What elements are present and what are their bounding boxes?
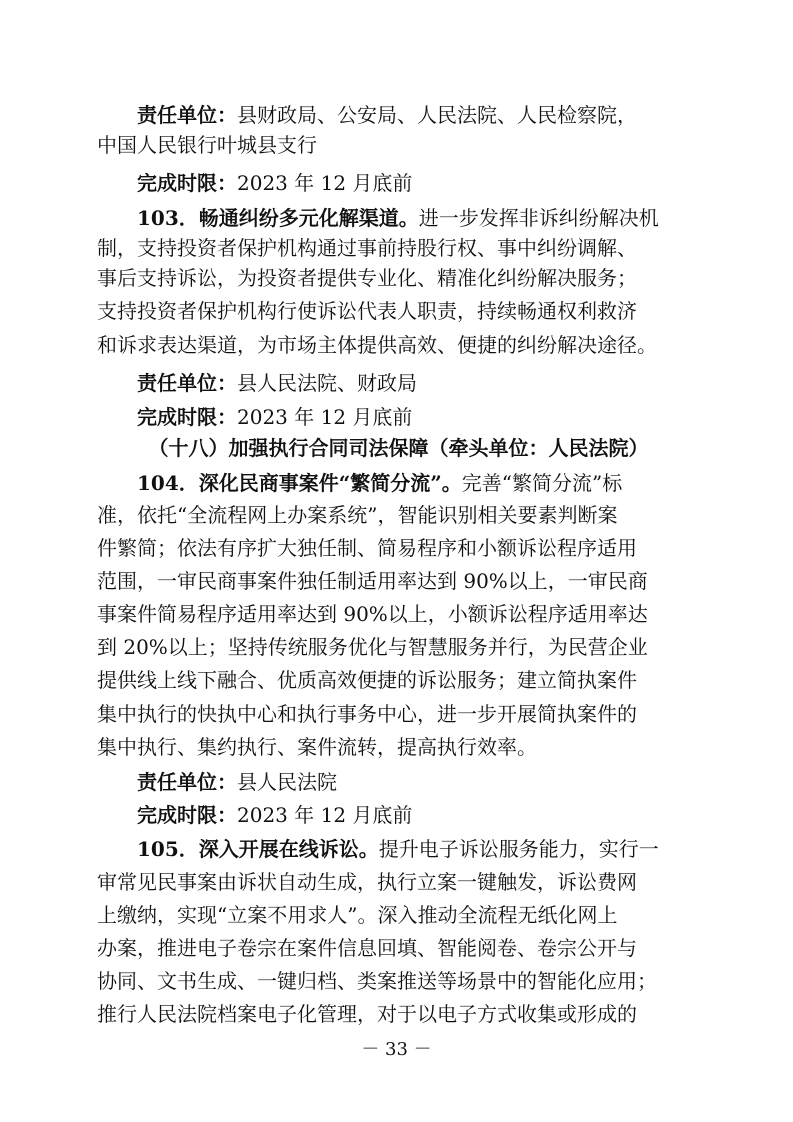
item-104-line-9: 集中执行、集约执行、案件流转，提高执行效率。 — [97, 735, 537, 759]
responsibility-label: 责任单位： — [137, 770, 237, 794]
item-105-text: 提升电子诉讼服务能力，实行一 — [378, 837, 659, 861]
item-104-line-3: 件繁简；依法有序扩大独任制、简易程序和小额诉讼程序适用 — [97, 536, 637, 560]
item-104-line-7: 提供线上线下融合、优质高效便捷的诉讼服务；建立简执案件 — [97, 668, 637, 692]
deadline-text: 2023 年 12 月底前 — [237, 803, 413, 827]
section-heading: （十八）加强执行合同司法保障（牵头单位：人民法院） — [148, 436, 649, 460]
responsibility-text: 县人民法院 — [237, 770, 337, 794]
deadline-line — [137, 402, 700, 432]
responsibility-text: 县财政局、公安局、人民法院、人民检察院， — [237, 103, 637, 127]
deadline-line — [137, 800, 700, 830]
item-105-heading: 105．深入开展在线诉讼。 — [137, 837, 379, 861]
responsibility-line — [137, 100, 700, 130]
deadline-text: 2023 年 12 月底前 — [237, 171, 413, 195]
deadline-text: 2023 年 12 月底前 — [237, 405, 413, 429]
item-104-line-4: 范围，一审民商事案件独任制适用率达到 90%以上，一审民商 — [97, 569, 648, 593]
item-104-line-5: 事案件简易程序适用率达到 90%以上，小额诉讼程序适用率达 — [97, 602, 648, 626]
item-103-line-5: 和诉求表达渠道，为市场主体提供高效、便捷的纠纷解决途径。 — [97, 333, 657, 357]
item-104-line-6: 到 20%以上；坚持传统服务优化与智慧服务并行，为民营企业 — [97, 635, 648, 659]
item-104-line-2: 准，依托“全流程网上办案系统”，智能识别相关要素判断案 — [97, 503, 618, 527]
item-105-line-1 — [137, 834, 700, 864]
item-104-text: 完善“繁简分流”标 — [461, 471, 623, 495]
item-105-line-6: 推行人民法院档案电子化管理，对于以电子方式收集或形成的 — [97, 1002, 637, 1026]
item-104-line-8: 集中执行的快执中心和执行事务中心，进一步开展简执案件的 — [97, 702, 637, 726]
item-105-line-3: 上缴纳，实现“立案不用求人”。深入推动全流程无纸化网上 — [97, 903, 618, 927]
deadline-label: 完成时限： — [137, 803, 237, 827]
item-103-line-3: 事后支持诉讼，为投资者提供专业化、精准化纠纷解决服务； — [97, 266, 637, 290]
responsibility-text: 县人民法院、财政局 — [237, 371, 417, 395]
deadline-line — [137, 168, 700, 198]
responsibility-label: 责任单位： — [137, 371, 237, 395]
deadline-label: 完成时限： — [137, 171, 237, 195]
deadline-label: 完成时限： — [137, 405, 237, 429]
item-104-heading: 104．深化民商事案件“繁简分流”。 — [137, 471, 462, 495]
responsibility-line — [137, 368, 700, 398]
item-103-line-2: 制，支持投资者保护机构通过事前持股行权、事中纠纷调解、 — [97, 236, 637, 260]
item-103-text: 进一步发挥非诉纠纷解决机 — [418, 206, 659, 230]
item-103-heading: 103．畅通纠纷多元化解渠道。 — [137, 206, 419, 230]
item-105-line-5: 协同、文书生成、一键归档、类案推送等场景中的智能化应用； — [97, 969, 657, 993]
item-103-line-1 — [137, 203, 700, 233]
page-number: － 33 － — [361, 1039, 432, 1060]
responsibility-line-cont: 中国人民银行叶城县支行 — [97, 133, 317, 157]
item-105-line-2: 审常见民事案由诉状自动生成，执行立案一键触发，诉讼费网 — [97, 870, 637, 894]
responsibility-label: 责任单位： — [137, 103, 237, 127]
item-105-line-4: 办案，推进电子卷宗在案件信息回填、智能阅卷、卷宗公开与 — [97, 936, 637, 960]
responsibility-line — [137, 767, 700, 797]
item-103-line-4: 支持投资者保护机构行使诉讼代表人职责，持续畅通权利救济 — [97, 299, 637, 323]
item-104-line-1 — [137, 468, 700, 498]
